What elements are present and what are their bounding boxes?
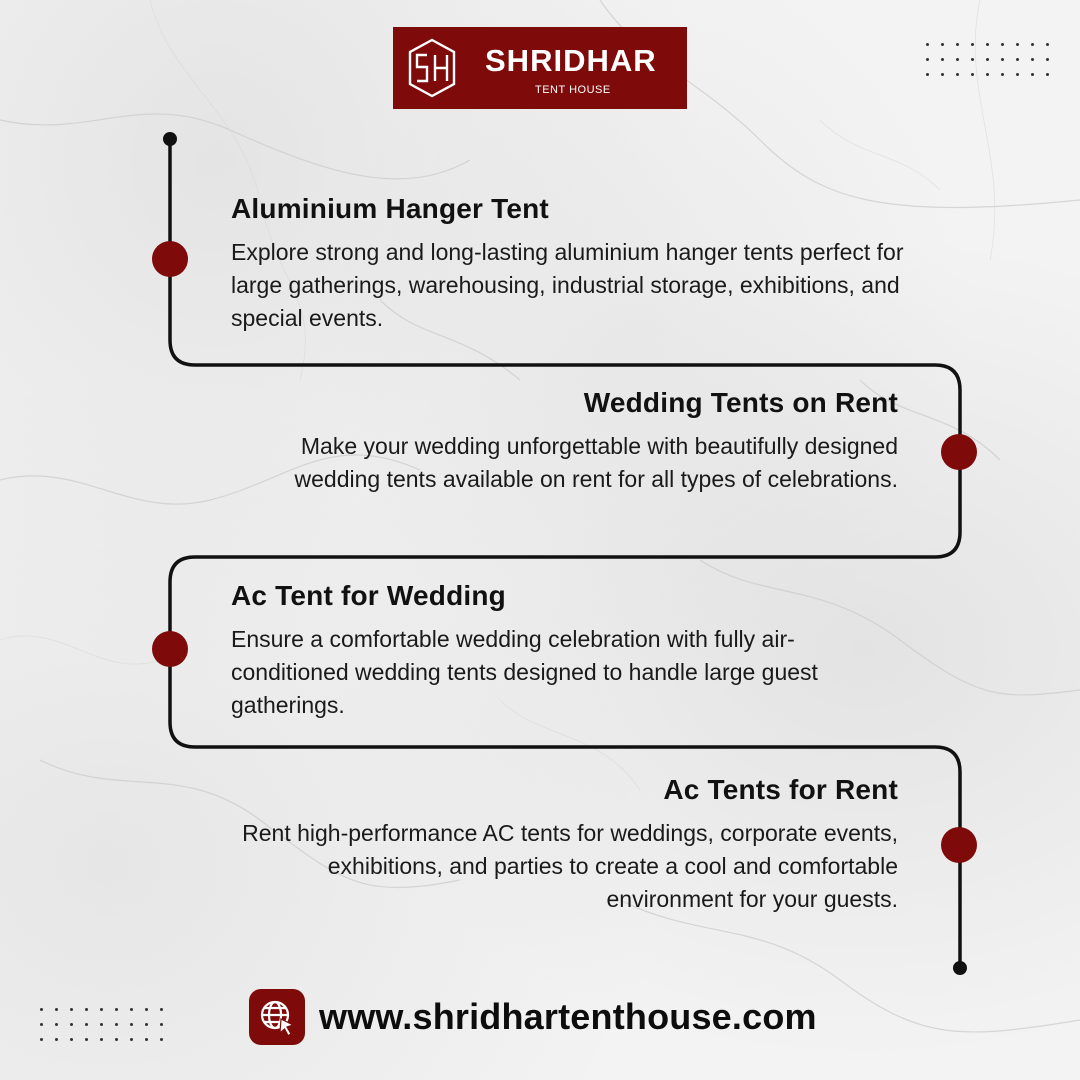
timeline-marker-2 <box>941 434 977 470</box>
timeline-start-dot <box>163 132 177 146</box>
timeline-marker-4 <box>941 827 977 863</box>
service-item-ac-tent-for-wedding <box>231 579 831 722</box>
service-title: Aluminium Hanger Tent <box>231 193 549 224</box>
globe-cursor-icon[interactable] <box>249 989 305 1045</box>
timeline-marker-1 <box>152 241 188 277</box>
website-link[interactable]: www.shridhartenthouse.com <box>319 996 817 1037</box>
service-title: Ac Tent for Wedding <box>231 580 506 611</box>
brand-name: SHRIDHAR <box>485 43 657 78</box>
timeline-marker-3 <box>152 631 188 667</box>
service-item-aluminium-hanger-tent <box>231 192 921 335</box>
service-title: Wedding Tents on Rent <box>583 387 898 418</box>
website-footer[interactable] <box>249 988 817 1046</box>
service-description: Explore strong and long-lasting aluminium hanger tents perfect for large gatherings, warehousing, industrial storage, exhibitions, and special events. <box>231 238 904 331</box>
service-title: Ac Tents for Rent <box>663 774 898 805</box>
service-item-wedding-tents-on-rent <box>278 386 898 496</box>
service-item-ac-tents-for-rent <box>238 773 898 916</box>
service-description: Rent high-performance AC tents for weddings, corporate events, exhibitions, and parties to create a cool and comfortable environment for your guests. <box>242 819 898 912</box>
service-description: Make your wedding unforgettable with beautifully designed wedding tents available on rent for all types of celebrations. <box>294 432 898 492</box>
service-description: Ensure a comfortable wedding celebration with fully air-conditioned wedding tents designed to handle large guest gatherings. <box>231 625 818 718</box>
brand-subtitle: TENT HOUSE <box>535 84 611 96</box>
timeline-end-dot <box>953 961 967 975</box>
